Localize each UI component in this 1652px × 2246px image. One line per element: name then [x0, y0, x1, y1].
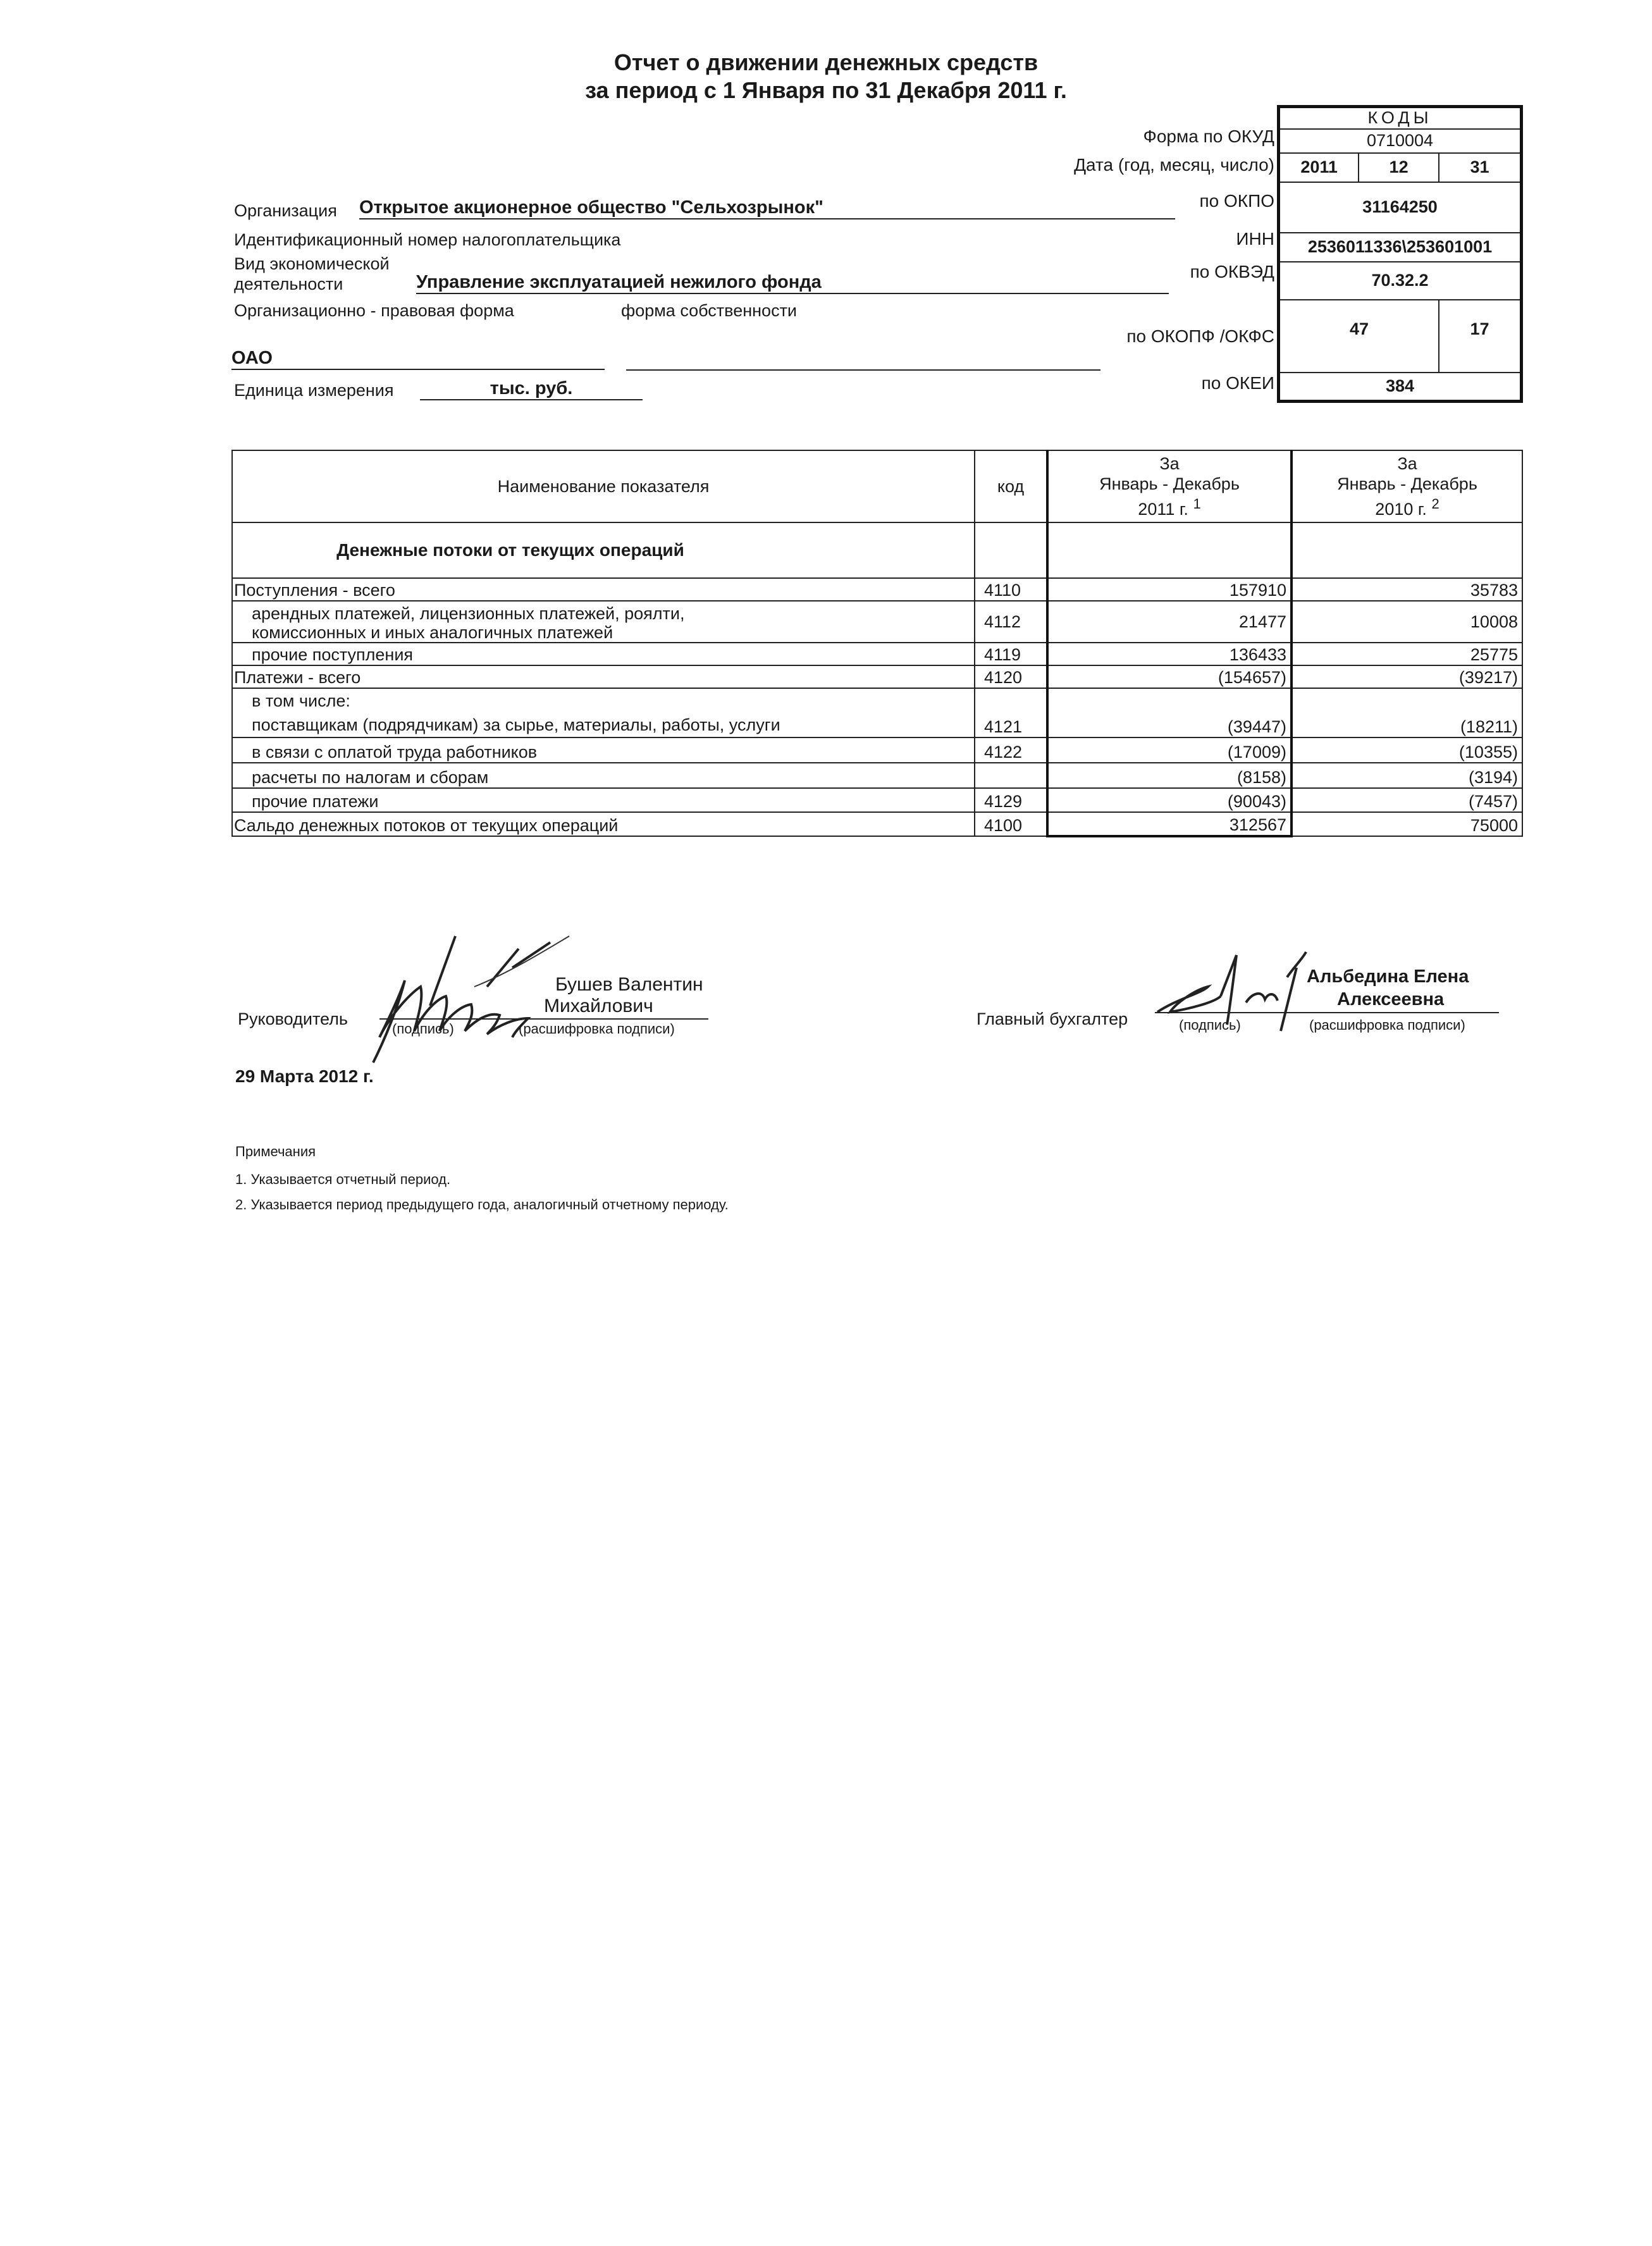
- col-header-name: Наименование показателя: [232, 450, 975, 522]
- row-code: 4100: [975, 812, 1047, 836]
- col-header-code: код: [975, 450, 1047, 522]
- row-code: 4120: [975, 665, 1047, 688]
- row-value-2011: 136433: [1047, 643, 1291, 665]
- okved-code: 70.32.2: [1279, 262, 1522, 300]
- row-name: в связи с оплатой труда работников: [232, 737, 975, 763]
- codes-header: КОДЫ: [1279, 107, 1522, 129]
- row-name: прочие платежи: [232, 788, 975, 812]
- okpo-label: по ОКПО: [1199, 191, 1274, 211]
- table-row: [232, 578, 1522, 601]
- section-2011: [1047, 522, 1291, 578]
- head-name-line1: Бушев Валентин: [555, 974, 703, 995]
- row-value-2010: 25775: [1291, 643, 1522, 665]
- head-name-line2: Михайлович: [544, 996, 653, 1016]
- row-name-line1: арендных платежей, лицензионных платежей, роялти,: [252, 604, 685, 623]
- unit-value: тыс. руб.: [420, 378, 643, 400]
- accountant-label: Главный бухгалтер: [977, 1009, 1128, 1028]
- activity-value: Управление эксплуатацией нежилого фонда: [416, 272, 1169, 294]
- row-code: 4121: [975, 688, 1047, 737]
- row-name: Поступления - всего: [232, 578, 975, 601]
- legal-form-value: ОАО: [231, 348, 605, 370]
- row-code: 4119: [975, 643, 1047, 665]
- unit-label: Единица измерения: [234, 381, 394, 400]
- head-label: Руководитель: [238, 1009, 348, 1028]
- okud-code: 0710004: [1279, 129, 1522, 153]
- signature-date: 29 Марта 2012 г.: [235, 1066, 374, 1086]
- accountant-name-line1: Альбедина Елена: [1307, 966, 1469, 987]
- row-value-2010: 35783: [1291, 578, 1522, 601]
- table-row: [232, 788, 1522, 812]
- cashflow-table: [231, 450, 1523, 837]
- date-day: 31: [1439, 153, 1522, 182]
- okved-label: по ОКВЭД: [1190, 262, 1274, 281]
- accountant-name-line2: Алексеевна: [1337, 989, 1445, 1009]
- date-month: 12: [1359, 153, 1439, 182]
- row-code: 4112: [975, 601, 1047, 643]
- report-title: Отчет о движении денежных средств: [613, 49, 1039, 75]
- head-signature-caption: (подпись): [392, 1021, 454, 1037]
- okopf-code: 47: [1279, 300, 1439, 373]
- table-row: [232, 601, 1522, 643]
- col-2010-line1: За: [1397, 454, 1417, 473]
- col-header-2011: [1047, 450, 1291, 522]
- row-value-2010: 75000: [1291, 812, 1522, 836]
- row-name-line2: поставщикам (подрядчикам) за сырье, материалы, работы, услуги: [252, 715, 780, 734]
- head-signature-line: [379, 1018, 708, 1020]
- table-row: [232, 688, 1522, 737]
- inn-code-label: ИНН: [1236, 229, 1274, 249]
- row-code: 4129: [975, 788, 1047, 812]
- note-2: 2. Указывается период предыдущего года, аналогичный отчетному периоду.: [235, 1197, 729, 1212]
- okei-label: по ОКЕИ: [1201, 373, 1274, 393]
- row-value-2010: (7457): [1291, 788, 1522, 812]
- activity-label-1: Вид экономической: [234, 254, 390, 273]
- row-name-line1: в том числе:: [252, 691, 350, 710]
- col-2010-footnote: 2: [1431, 496, 1439, 512]
- row-value-2011: 157910: [1047, 578, 1291, 601]
- table-row: [232, 643, 1522, 665]
- row-code: [975, 763, 1047, 788]
- date-label: Дата (год, месяц, число): [1074, 155, 1274, 175]
- row-value-2010: (3194): [1291, 763, 1522, 788]
- org-label: Организация: [234, 201, 337, 220]
- col-2011-line1: За: [1159, 454, 1180, 473]
- org-name: Открытое акционерное общество "Сельхозрынок": [359, 197, 1175, 219]
- inn-code: 2536011336\253601001: [1279, 233, 1522, 262]
- col-2011-line2: Январь - Декабрь: [1099, 474, 1240, 493]
- row-name: Сальдо денежных потоков от текущих операций: [232, 812, 975, 836]
- date-year: 2011: [1279, 153, 1359, 182]
- table-row: [232, 763, 1522, 788]
- okfs-code: 17: [1439, 300, 1522, 373]
- row-name: [232, 688, 975, 737]
- row-value-2011: (90043): [1047, 788, 1291, 812]
- codes-table: [1277, 105, 1523, 403]
- notes-heading: Примечания: [235, 1144, 316, 1159]
- accountant-signature-caption: (подпись): [1179, 1017, 1241, 1033]
- head-decode-caption: (расшифровка подписи): [519, 1021, 675, 1037]
- okopf-label: по ОКОПФ /ОКФС: [1126, 326, 1274, 346]
- row-value-2010: (39217): [1291, 665, 1522, 688]
- col-header-2010: [1291, 450, 1522, 522]
- section-code: [975, 522, 1047, 578]
- okei-code: 384: [1279, 373, 1522, 402]
- report-period: за период с 1 Января по 31 Декабря 2011 г.: [585, 77, 1067, 103]
- row-value-2011: (8158): [1047, 763, 1291, 788]
- row-value-2011: 21477: [1047, 601, 1291, 643]
- row-value-2011: (17009): [1047, 737, 1291, 763]
- row-value-2010: (10355): [1291, 737, 1522, 763]
- col-2010-line3: 2010 г.: [1375, 500, 1427, 519]
- row-code: 4122: [975, 737, 1047, 763]
- row-value-2011: 312567: [1047, 812, 1291, 836]
- table-row: [232, 812, 1522, 836]
- note-1: 1. Указывается отчетный период.: [235, 1171, 451, 1187]
- col-2011-footnote: 1: [1193, 496, 1201, 512]
- row-value-2011: (154657): [1047, 665, 1291, 688]
- activity-label-2: деятельности: [234, 275, 343, 293]
- inn-label: Идентификационный номер налогоплательщика: [234, 230, 621, 249]
- col-2011-line3: 2011 г.: [1138, 500, 1188, 519]
- row-name: прочие поступления: [232, 643, 975, 665]
- row-code: 4110: [975, 578, 1047, 601]
- row-name: расчеты по налогам и сборам: [232, 763, 975, 788]
- row-value-2010: 10008: [1291, 601, 1522, 643]
- legal-form-label: Организационно - правовая форма: [234, 301, 514, 320]
- ownership-label: форма собственности: [621, 301, 798, 320]
- row-name-line2: комиссионных и иных аналогичных платежей: [252, 623, 613, 642]
- table-row: [232, 665, 1522, 688]
- section-2010: [1291, 522, 1522, 578]
- accountant-decode-caption: (расшифровка подписи): [1309, 1017, 1465, 1033]
- accountant-signature-line: [1155, 1012, 1499, 1013]
- ownership-line: [626, 369, 1100, 371]
- col-2010-line2: Январь - Декабрь: [1337, 474, 1477, 493]
- okud-label: Форма по ОКУД: [1143, 126, 1274, 146]
- row-value-2011: (39447): [1047, 688, 1291, 737]
- row-name: [232, 601, 975, 643]
- row-value-2010: (18211): [1291, 688, 1522, 737]
- table-row: [232, 737, 1522, 763]
- section-title: Денежные потоки от текущих операций: [232, 522, 975, 578]
- row-name: Платежи - всего: [232, 665, 975, 688]
- okpo-code: 31164250: [1279, 182, 1522, 233]
